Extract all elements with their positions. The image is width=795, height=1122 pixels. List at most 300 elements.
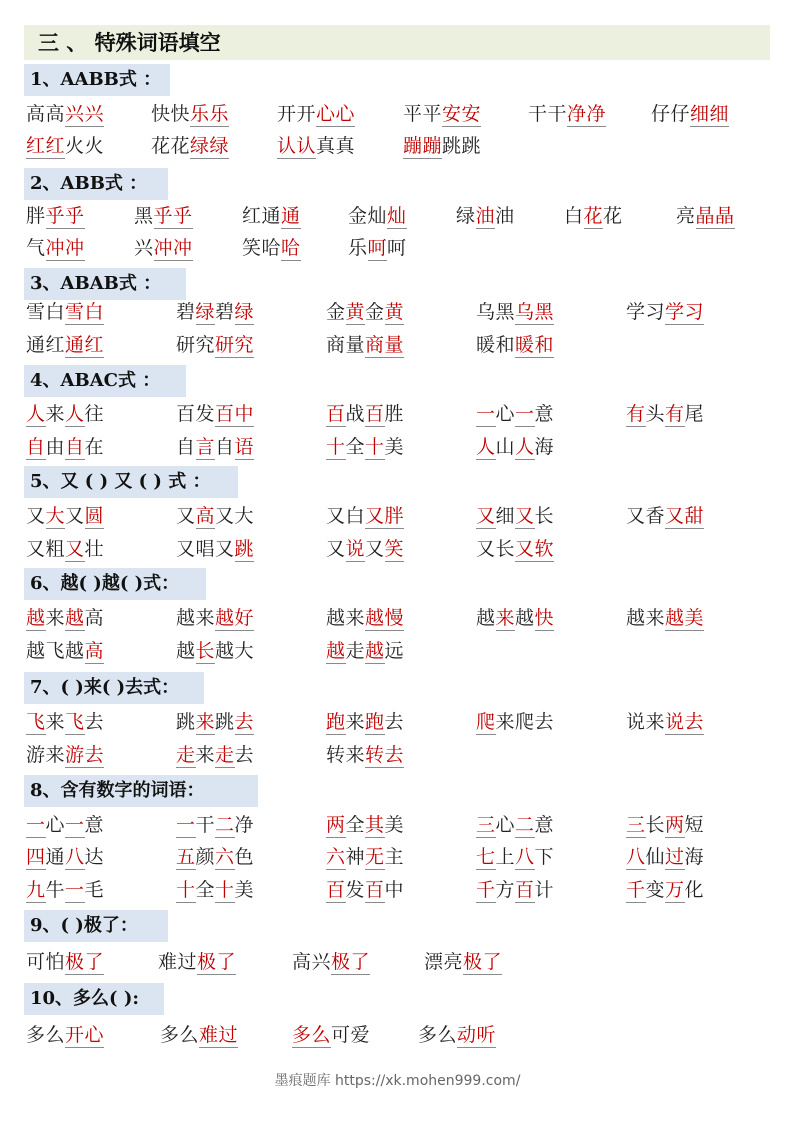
section-heading: 3、ABAB式 ：	[24, 268, 186, 300]
answer-text: 蹦蹦	[403, 135, 443, 157]
word-item	[26, 948, 104, 976]
given-text: 美	[234, 879, 255, 901]
word-item	[176, 502, 254, 530]
given-text: 转来	[326, 744, 366, 766]
given-text: 净	[234, 814, 255, 836]
answer-text: 乌黑	[515, 301, 555, 323]
given-text: 说来	[626, 711, 666, 733]
footer-watermark: 墨痕题库 https://xk.mohen999.com/	[274, 1073, 521, 1089]
answer-text: 又	[65, 538, 85, 560]
word-item	[326, 741, 404, 769]
given-text: 研究	[176, 334, 216, 356]
word-item	[26, 433, 104, 461]
given-text: 意	[84, 814, 105, 836]
word-item	[26, 708, 104, 736]
answer-text: 走	[215, 744, 235, 766]
answer-text: 大	[45, 505, 66, 527]
answer-text: 安安	[442, 103, 482, 125]
answer-text: 人	[476, 436, 496, 458]
word-item	[26, 132, 104, 160]
given-text: 跳跳	[442, 135, 482, 157]
given-text: 自	[176, 436, 196, 458]
word-item	[176, 876, 254, 904]
given-text: 仙	[645, 846, 666, 868]
word-item	[326, 433, 404, 461]
word-item	[476, 708, 554, 736]
answer-text: 六	[215, 846, 235, 868]
answer-text: 六	[326, 846, 346, 868]
word-item	[476, 843, 554, 871]
given-text: 越来	[176, 607, 216, 629]
given-text: 上	[495, 846, 516, 868]
given-text: 又白	[326, 505, 366, 527]
given-text: 黑	[134, 205, 154, 227]
answer-text: 雪白	[65, 301, 105, 323]
word-item	[476, 331, 554, 359]
answer-text: 九	[26, 879, 46, 901]
word-item	[26, 202, 85, 230]
given-text: 颜	[195, 846, 216, 868]
answer-text: 长	[195, 640, 216, 662]
given-text: 毛	[84, 879, 105, 901]
word-item	[348, 234, 407, 262]
given-text: 中	[384, 879, 405, 901]
answer-text: 灿	[387, 205, 407, 227]
given-text: 油	[495, 205, 515, 227]
given-text: 去	[384, 711, 405, 733]
answer-text: 言	[195, 436, 216, 458]
word-item	[326, 708, 404, 736]
answer-text: 高	[195, 505, 216, 527]
given-text: 可爱	[331, 1024, 371, 1046]
given-text: 计	[534, 879, 555, 901]
answer-text: 转去	[365, 744, 405, 766]
answer-text: 无	[365, 846, 385, 868]
answer-text: 十	[176, 879, 196, 901]
word-item	[176, 708, 254, 736]
given-text: 来	[45, 607, 66, 629]
word-item	[326, 298, 404, 326]
given-text: 高	[84, 607, 105, 629]
answer-text: 八	[515, 846, 535, 868]
answer-text: 八	[626, 846, 646, 868]
given-text: 跳	[176, 711, 196, 733]
given-text: 变	[645, 879, 666, 901]
given-text: 乐	[348, 237, 368, 259]
given-text: 美	[384, 436, 405, 458]
word-item	[134, 234, 193, 262]
given-text: 又香	[626, 505, 666, 527]
answer-text: 两	[665, 814, 685, 836]
word-item	[326, 811, 404, 839]
given-text: 发	[345, 879, 366, 901]
given-text: 又	[326, 538, 346, 560]
word-item	[424, 948, 502, 976]
answer-text: 一	[176, 814, 196, 836]
answer-text: 心心	[316, 103, 356, 125]
answer-text: 乐乐	[190, 103, 230, 125]
answer-text: 百	[326, 403, 346, 425]
given-text: 全	[195, 879, 216, 901]
answer-text: 越好	[215, 607, 255, 629]
answer-text: 多么	[292, 1024, 332, 1046]
given-text: 尾	[684, 403, 705, 425]
answer-text: 极了	[331, 951, 371, 973]
given-text: 乌黑	[476, 301, 516, 323]
answer-text: 有	[626, 403, 646, 425]
answer-text: 极了	[463, 951, 503, 973]
given-text: 达	[84, 846, 105, 868]
word-item	[26, 331, 104, 359]
section-heading: 7、( )来( )去式：	[24, 672, 204, 704]
word-item	[326, 535, 404, 563]
word-item	[326, 331, 404, 359]
word-item	[651, 100, 729, 128]
given-text: 去	[234, 744, 255, 766]
word-item	[326, 604, 404, 632]
answer-text: 油	[475, 205, 496, 227]
word-item	[26, 843, 104, 871]
word-item	[176, 535, 254, 563]
answer-text: 百	[365, 879, 385, 901]
section-heading: 6、越( )越( )式：	[24, 568, 206, 600]
given-text: 又	[26, 505, 46, 527]
given-text: 化	[684, 879, 705, 901]
answer-text: 人	[26, 403, 46, 425]
answer-text: 商量	[365, 334, 405, 356]
answer-text: 动听	[457, 1024, 497, 1046]
answer-text: 十	[365, 436, 385, 458]
section-heading: 9、( )极了：	[24, 910, 168, 942]
answer-text: 两	[326, 814, 346, 836]
word-item	[134, 202, 193, 230]
answer-text: 二	[515, 814, 535, 836]
given-text: 越来	[626, 607, 666, 629]
given-text: 越来	[326, 607, 366, 629]
word-item	[418, 1021, 496, 1049]
given-text: 来爬去	[495, 711, 555, 733]
given-text: 胖	[26, 205, 46, 227]
word-item	[626, 843, 704, 871]
given-text: 牛	[45, 879, 66, 901]
word-item	[403, 100, 481, 128]
given-text: 又唱又	[176, 538, 235, 560]
given-text: 美	[384, 814, 405, 836]
section-heading: 1、AABB式 ：	[24, 64, 170, 96]
given-text: 金	[365, 301, 385, 323]
given-text: 又	[365, 538, 385, 560]
given-text: 去	[84, 711, 105, 733]
answer-text: 越	[65, 607, 85, 629]
answer-text: 百	[326, 879, 346, 901]
given-text: 笑哈	[242, 237, 282, 259]
word-item	[26, 1021, 104, 1049]
given-text: 短	[684, 814, 705, 836]
given-text: 长	[645, 814, 666, 836]
given-text: 意	[534, 814, 555, 836]
answer-text: 呵	[367, 237, 388, 259]
given-text: 神	[345, 846, 366, 868]
given-text: 通红	[26, 334, 66, 356]
answer-text: 又甜	[665, 505, 705, 527]
answer-text: 说	[345, 538, 366, 560]
answer-text: 越	[26, 607, 46, 629]
answer-text: 千	[476, 879, 496, 901]
given-text: 通	[45, 846, 66, 868]
answer-text: 红红	[26, 135, 66, 157]
given-text: 呵	[387, 237, 407, 259]
word-item	[26, 400, 104, 428]
answer-text: 越	[365, 640, 385, 662]
page-title: 三 、 特殊词语填空	[24, 25, 770, 60]
given-text: 多么	[26, 1024, 66, 1046]
answer-text: 笑	[384, 538, 405, 560]
word-item	[26, 535, 104, 563]
word-item	[476, 811, 554, 839]
word-item	[176, 433, 254, 461]
given-text: 难过	[158, 951, 198, 973]
answer-text: 一	[65, 814, 85, 836]
given-text: 海	[684, 846, 705, 868]
answer-text: 十	[215, 879, 235, 901]
given-text: 游来	[26, 744, 66, 766]
word-item	[26, 298, 104, 326]
given-text: 气	[26, 237, 46, 259]
section-heading: 5、又 ( ) 又 ( ) 式 ：	[24, 466, 238, 498]
answer-text: 一	[476, 403, 496, 425]
given-text: 百发	[176, 403, 216, 425]
answer-text: 爬	[476, 711, 496, 733]
answer-text: 认认	[277, 135, 317, 157]
answer-text: 一	[26, 814, 46, 836]
answer-text: 自	[26, 436, 46, 458]
section-heading: 8、含有数字的词语：	[24, 775, 258, 807]
word-item	[292, 1021, 370, 1049]
given-text: 战	[345, 403, 366, 425]
word-item	[626, 876, 704, 904]
given-text: 越	[176, 640, 196, 662]
given-text: 花花	[151, 135, 191, 157]
answer-text: 说去	[665, 711, 705, 733]
answer-text: 难过	[199, 1024, 239, 1046]
given-text: 下	[534, 846, 555, 868]
word-item	[26, 502, 104, 530]
word-item	[26, 811, 104, 839]
given-text: 越飞越	[26, 640, 85, 662]
given-text: 又长	[476, 538, 516, 560]
answer-text: 八	[65, 846, 85, 868]
answer-text: 语	[234, 436, 255, 458]
given-text: 商量	[326, 334, 366, 356]
given-text: 亮	[676, 205, 696, 227]
word-item	[348, 202, 407, 230]
word-item	[151, 132, 229, 160]
answer-text: 乎乎	[45, 205, 85, 227]
word-item	[626, 298, 704, 326]
given-text: 学习	[626, 301, 666, 323]
given-text: 越大	[215, 640, 255, 662]
answer-text: 一	[515, 403, 535, 425]
answer-text: 通红	[65, 334, 105, 356]
given-text: 全	[345, 814, 366, 836]
given-text: 火火	[65, 135, 105, 157]
answer-text: 五	[176, 846, 196, 868]
answer-text: 快	[534, 607, 555, 629]
answer-text: 晶晶	[695, 205, 735, 227]
answer-text: 细细	[690, 103, 730, 125]
answer-text: 极了	[197, 951, 237, 973]
answer-text: 万	[665, 879, 685, 901]
word-item	[476, 400, 554, 428]
given-text: 漂亮	[424, 951, 464, 973]
word-item	[176, 811, 254, 839]
given-text: 走	[345, 640, 366, 662]
word-item	[326, 502, 404, 530]
answer-text: 十	[326, 436, 346, 458]
given-text: 又粗	[26, 538, 66, 560]
answer-text: 黄	[384, 301, 405, 323]
given-text: 又	[65, 505, 85, 527]
given-text: 往	[84, 403, 105, 425]
answer-text: 又	[515, 505, 535, 527]
answer-text: 净净	[567, 103, 607, 125]
word-item	[26, 234, 85, 262]
answer-text: 来	[495, 607, 516, 629]
given-text: 远	[384, 640, 405, 662]
given-text: 碧	[215, 301, 235, 323]
given-text: 自	[215, 436, 235, 458]
answer-text: 高	[84, 640, 105, 662]
given-text: 山	[495, 436, 516, 458]
section-heading: 10、多么( ):	[24, 983, 164, 1015]
word-item	[456, 202, 515, 230]
answer-text: 暖和	[515, 334, 555, 356]
word-item	[151, 100, 229, 128]
given-text: 方	[495, 879, 516, 901]
answer-text: 花	[583, 205, 604, 227]
word-item	[326, 843, 404, 871]
answer-text: 三	[476, 814, 496, 836]
given-text: 来	[45, 711, 66, 733]
answer-text: 冲冲	[153, 237, 193, 259]
answer-text: 跳	[234, 538, 255, 560]
word-item	[476, 876, 554, 904]
answer-text: 绿绿	[190, 135, 230, 157]
given-text: 可怕	[26, 951, 66, 973]
answer-text: 绿	[234, 301, 255, 323]
given-text: 意	[534, 403, 555, 425]
given-text: 多么	[418, 1024, 458, 1046]
answer-text: 乎乎	[153, 205, 193, 227]
word-item	[160, 1021, 238, 1049]
word-item	[626, 502, 704, 530]
given-text: 心	[495, 403, 516, 425]
word-item	[26, 637, 104, 665]
given-text: 真真	[316, 135, 356, 157]
given-text: 绿	[456, 205, 476, 227]
given-text: 心	[45, 814, 66, 836]
word-item	[158, 948, 236, 976]
word-item	[176, 741, 254, 769]
word-item	[176, 400, 254, 428]
answer-text: 百	[365, 403, 385, 425]
section-heading: 2、ABB式 ：	[24, 168, 168, 200]
answer-text: 又	[476, 505, 496, 527]
answer-text: 游去	[65, 744, 105, 766]
answer-text: 一	[65, 879, 85, 901]
answer-text: 来	[195, 711, 216, 733]
answer-text: 七	[476, 846, 496, 868]
given-text: 高高	[26, 103, 66, 125]
given-text: 来	[345, 711, 366, 733]
word-item	[476, 604, 554, 632]
given-text: 主	[384, 846, 405, 868]
word-item	[476, 433, 554, 461]
given-text: 胜	[384, 403, 405, 425]
answer-text: 人	[65, 403, 85, 425]
word-item	[176, 331, 254, 359]
answer-text: 极了	[65, 951, 105, 973]
word-item	[564, 202, 623, 230]
answer-text: 兴兴	[65, 103, 105, 125]
word-item	[277, 132, 355, 160]
answer-text: 自	[65, 436, 85, 458]
given-text: 开开	[277, 103, 317, 125]
word-item	[476, 502, 554, 530]
answer-text: 三	[626, 814, 646, 836]
word-item	[476, 298, 554, 326]
given-text: 高兴	[292, 951, 332, 973]
answer-text: 人	[515, 436, 535, 458]
word-item	[242, 202, 301, 230]
answer-text: 四	[26, 846, 46, 868]
word-item	[176, 298, 254, 326]
answer-text: 去	[234, 711, 255, 733]
given-text: 细	[495, 505, 516, 527]
answer-text: 黄	[345, 301, 366, 323]
answer-text: 哈	[281, 237, 301, 259]
answer-text: 飞	[26, 711, 46, 733]
word-item	[176, 843, 254, 871]
given-text: 越	[476, 607, 496, 629]
given-text: 暖和	[476, 334, 516, 356]
given-text: 在	[84, 436, 105, 458]
given-text: 金灿	[348, 205, 388, 227]
given-text: 红通	[242, 205, 282, 227]
given-text: 跳	[215, 711, 235, 733]
given-text: 雪白	[26, 301, 66, 323]
given-text: 越	[515, 607, 535, 629]
word-item	[176, 604, 254, 632]
answer-text: 百中	[215, 403, 255, 425]
given-text: 多么	[160, 1024, 200, 1046]
answer-text: 学习	[665, 301, 705, 323]
given-text: 色	[234, 846, 255, 868]
word-item	[626, 811, 704, 839]
given-text: 长	[534, 505, 555, 527]
word-item	[326, 876, 404, 904]
word-item	[326, 637, 404, 665]
given-text: 仔仔	[651, 103, 691, 125]
answer-text: 研究	[215, 334, 255, 356]
answer-text: 越美	[665, 607, 705, 629]
word-item	[277, 100, 355, 128]
answer-text: 越慢	[365, 607, 405, 629]
answer-text: 冲冲	[45, 237, 85, 259]
given-text: 头	[645, 403, 666, 425]
given-text: 心	[495, 814, 516, 836]
given-text: 由	[45, 436, 66, 458]
